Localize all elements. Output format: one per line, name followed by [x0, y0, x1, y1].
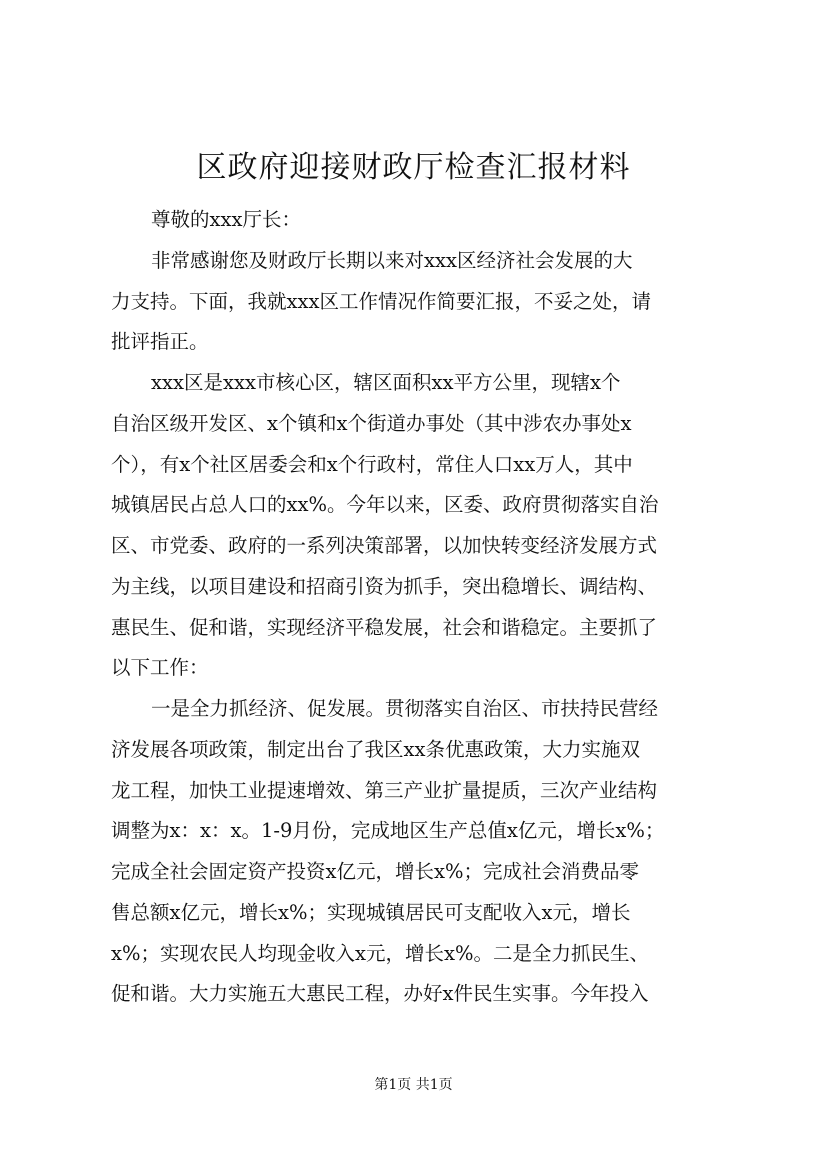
- paragraph-line: 完成全社会固定资产投资x亿元，增长x%；完成社会消费品零: [111, 860, 640, 883]
- paragraph-line: 为主线，以项目建设和招商引资为抓手，突出稳增长、调结构、: [111, 574, 658, 598]
- paragraph-line: 自治区级开发区、x个镇和x个街道办事处（其中涉农办事处x: [111, 411, 632, 435]
- paragraph-line: 城镇居民占总人口的xx%。今年以来，区委、政府贯彻落实自治: [111, 493, 659, 517]
- paragraph-line: 调整为x：x：x。1-9月份，完成地区生产总值x亿元，增长x%；: [111, 819, 665, 843]
- paragraph-line: 非常感谢您及财政厅长期以来对xxx区经济社会发展的大: [151, 248, 633, 272]
- paragraph-line: 济发展各项政策，制定出台了我区xx条优惠政策，大力实施双: [111, 737, 640, 761]
- document-body: [111, 200, 751, 1015]
- page-footer: 第1页 共1页: [374, 1077, 453, 1093]
- paragraph-line: 促和谐。大力实施五大惠民工程，办好x件民生实事。今年投入: [111, 982, 649, 1006]
- paragraph-line: 龙工程，加快工业提速增效、第三产业扩量提质，三次产业结构: [111, 778, 658, 802]
- paragraph-line: 售总额x亿元，增长x%；实现城镇居民可支配收入x元，增长: [111, 900, 631, 924]
- paragraph-line: 一是全力抓经济、促发展。贯彻落实自治区、市扶持民营经: [151, 697, 659, 720]
- paragraph-line: 力支持。下面，我就xxx区工作情况作简要汇报，不妥之处，请: [111, 289, 651, 313]
- document-title: 区政府迎接财政厅检查汇报材料: [196, 150, 631, 185]
- paragraph-line: xxx区是xxx市核心区，辖区面积xx平方公里，现辖x个: [151, 371, 621, 394]
- paragraph-line: 批评指正。: [111, 330, 209, 354]
- paragraph-line: 以下工作：: [111, 656, 209, 680]
- salutation-line: 尊敬的xxx厅长：: [151, 208, 301, 231]
- paragraph-line: 区、市党委、政府的一系列决策部署，以加快转变经济发展方式: [111, 534, 658, 557]
- paragraph-line: 惠民生、促和谐，实现经济平稳发展，社会和谐稳定。主要抓了: [111, 615, 658, 639]
- paragraph-line: 个），有x个社区居委会和x个行政村，常住人口xx万人，其中: [111, 452, 633, 476]
- paragraph-line: x%；实现农民人均现金收入x元，增长x%。二是全力抓民生、: [111, 941, 650, 965]
